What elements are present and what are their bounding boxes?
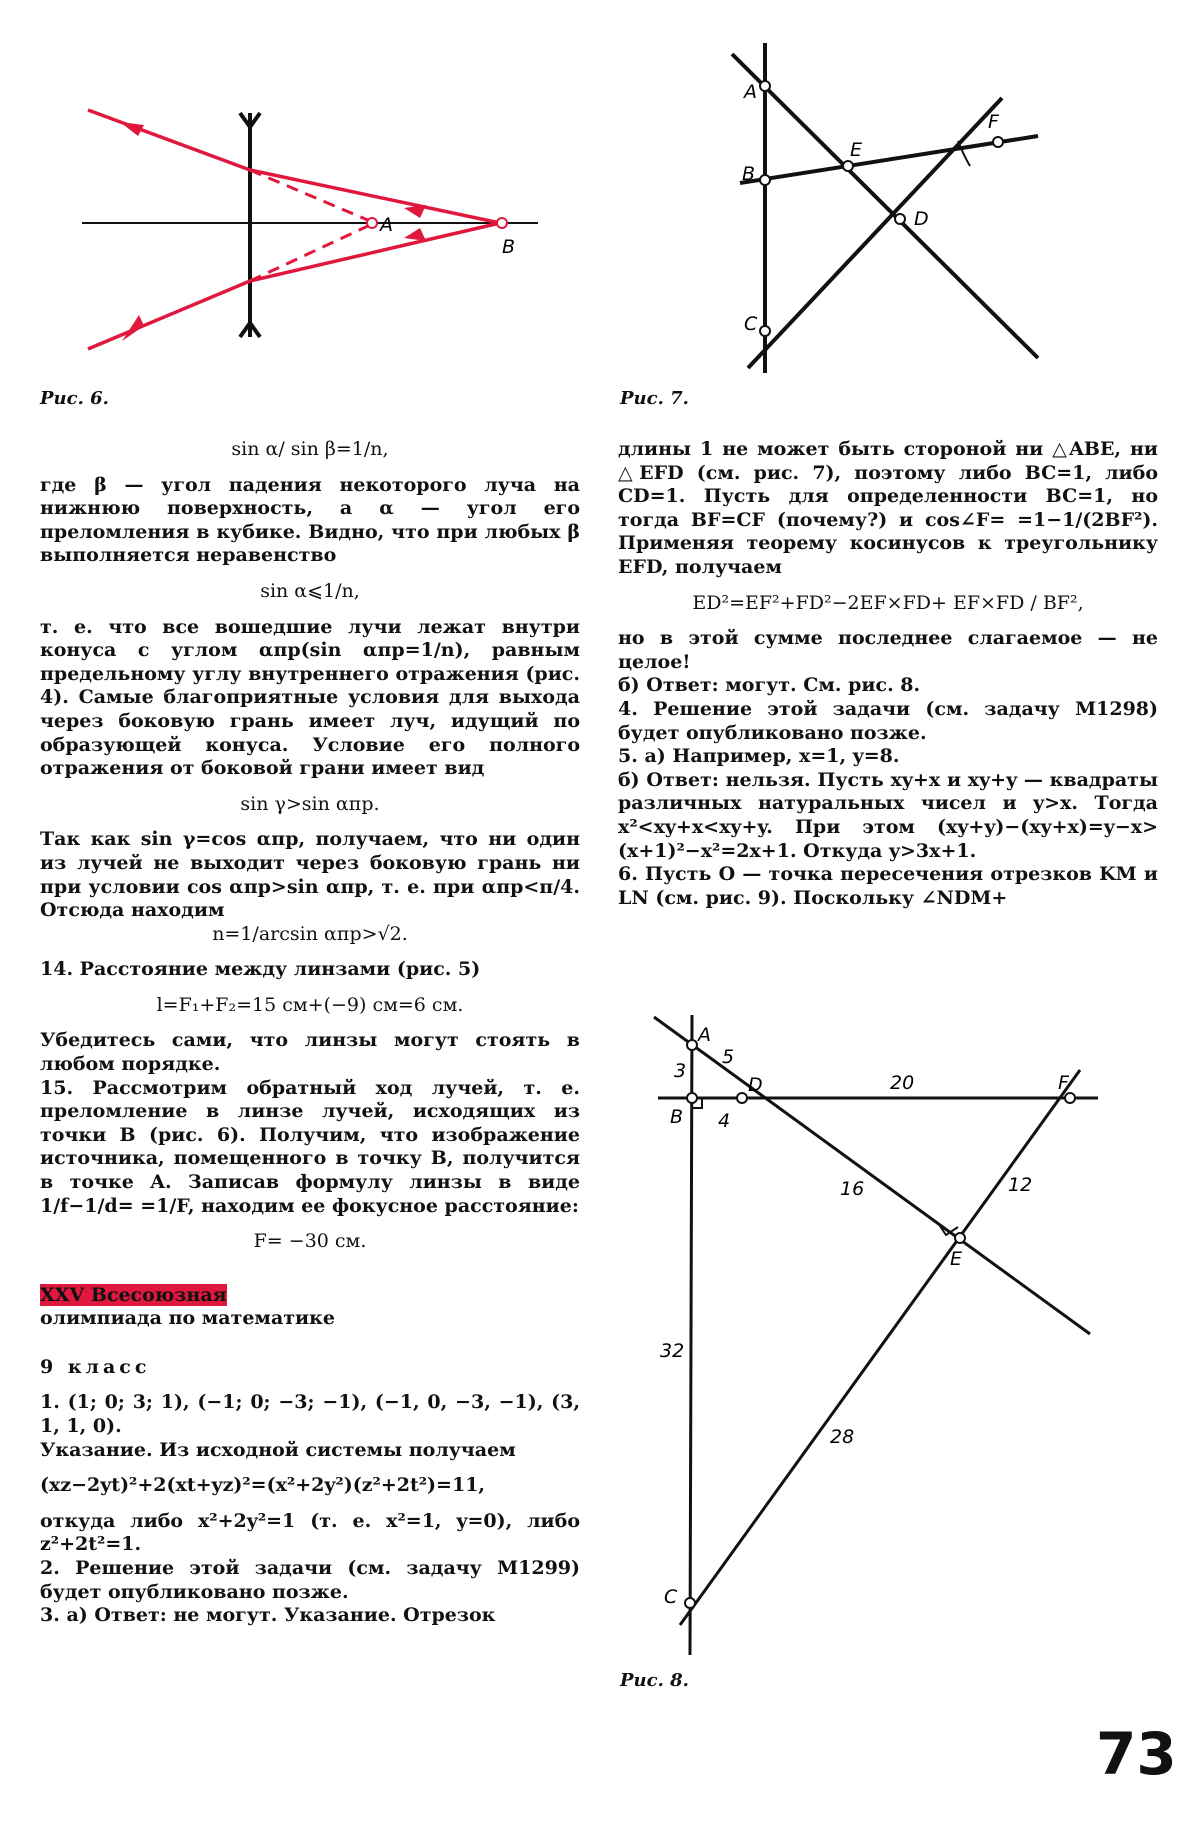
paragraph: т. е. что все вошедшие лучи лежат внутри конуса с углом αпр(sin αпр=1/n), равным предельному углу внутреннего отражения (рис. 4). Самые благоприятные условия для выхода через боковую грань имеет луч, идущий по образующей конуса. Условие его полного отражения от боковой грани имеет вид (40, 615, 580, 780)
figure-7-diagram (720, 38, 1050, 393)
rays (88, 110, 500, 349)
right-angle-marks (692, 1098, 958, 1235)
problem-1-conclusion: откуда либо x²+2y²=1 (т. е. x²=1, y=0), либо z²+2t²=1. (40, 1509, 580, 1556)
label-a: A (380, 214, 393, 236)
length-ad: 5 (722, 1046, 735, 1068)
points (685, 1040, 1075, 1608)
length-de: 16 (840, 1178, 865, 1200)
problem-5b: б) Ответ: нельзя. Пусть xy+x и xy+y — квадраты различных натуральных чисел и y>x. Тогда x²<xy+x<xy+y. При этом (xy+y)−(xy+x)=y−x>(x+1)²−x²=2x+1. Откуда y>3x+1. (618, 768, 1158, 862)
section-heading (40, 1284, 580, 1330)
label-d: D (748, 1074, 763, 1096)
grade-heading: 9 класс (40, 1355, 151, 1378)
label-f: F (1058, 1072, 1069, 1094)
point-b (497, 218, 507, 228)
label-b: B (742, 163, 756, 185)
right-column (618, 438, 1158, 910)
label-c: C (744, 313, 758, 335)
diverging-lens (240, 113, 260, 337)
label-a: A (744, 81, 757, 103)
heading-line-1: XXV Всесоюзная (40, 1283, 227, 1306)
figure-6-lens-diagram (60, 95, 550, 370)
length-bc: 32 (660, 1340, 685, 1362)
formula-system: (xz−2yt)²+2(xt+yz)²=(x²+2y²)(z²+2t²)=11, (40, 1474, 486, 1497)
length-ef: 12 (1008, 1174, 1033, 1196)
length-df: 20 (890, 1072, 915, 1094)
problem-1-hint: Указание. Из исходной системы получаем (40, 1438, 516, 1461)
label-e: E (850, 139, 863, 161)
label-d: D (914, 208, 929, 230)
problem-15: 15. Рассмотрим обратный ход лучей, т. е. преломление в линзе лучей, исходящих из точки B (рис. 6). Получим, что изображение источника, помещенного в точку B, получится в точке A. Записав формулу линзы в виде 1/f−1/d= =1/F, находим ее фокусное расстояние: (40, 1076, 580, 1217)
label-f: F (988, 111, 999, 133)
label-e: E (950, 1248, 963, 1270)
problem-5a: 5. а) Например, x=1, y=8. (618, 745, 900, 768)
page-number: 73 (1096, 1720, 1177, 1788)
formula-l: l=F₁+F₂=15 см+(−9) см=6 см. (156, 993, 464, 1016)
problem-4: 4. Решение этой задачи (см. задачу М1298) будет опубликовано позже. (618, 697, 1158, 744)
point-a (367, 218, 377, 228)
label-a: A (698, 1024, 711, 1046)
problem-14: 14. Расстояние между линзами (рис. 5) (40, 958, 481, 981)
paragraph: Так как sin γ=cos αпр, получаем, что ни один из лучей не выходит через боковую грань ни при условии cos αпр>sin αпр, т. е. при αпр<π/4. Отсюда находим (40, 828, 580, 922)
problem-1: 1. (1; 0; 3; 1), (−1; 0; −3; −1), (−1, 0, −3, −1), (3, 1, 1, 0). (40, 1391, 580, 1437)
problem-3b: б) Ответ: могут. См. рис. 8. (618, 674, 921, 697)
formula-sin-ratio: sin α/ sin β=1/n, (231, 438, 389, 460)
length-ab: 3 (674, 1060, 687, 1082)
paragraph: но в этой сумме последнее слагаемое — не целое! (618, 627, 1158, 673)
formula-cosine-law: ED²=EF²+FD²−2EF×FD+ EF×FD / BF², (692, 591, 1084, 614)
label-b: B (670, 1106, 684, 1128)
lines (732, 43, 1038, 373)
paragraph: где β — угол падения некоторого луча на нижнюю поверхность, а α — угол его преломления в кубике. Видно, что при любых β выполняется неравенство (40, 473, 580, 567)
length-ce: 28 (830, 1426, 855, 1448)
figure-7-caption: Рис. 7. (620, 388, 689, 409)
paragraph: длины 1 не может быть стороной ни △ABE, ни △EFD (см. рис. 7), поэтому либо BC=1, либо CD=1. Пусть для определенности BC=1, но тогда BF=CF (почему?) и cos∠F= =1−1/(2BF²). Применяя теорему косинусов к треугольнику EFD, получаем (618, 438, 1158, 578)
label-c: C (664, 1586, 678, 1608)
left-column (40, 438, 580, 1628)
problem-6: 6. Пусть O — точка пересечения отрезков KM и LN (см. рис. 9). Поскольку ∠NDM+ (618, 863, 1158, 909)
figure-8-diagram (640, 1005, 1110, 1665)
virtual-rays (250, 170, 370, 281)
heading-line-2: олимпиада по математике (40, 1306, 335, 1329)
formula-n: n=1/arcsin αпр>√2. (212, 922, 408, 945)
length-bd: 4 (718, 1110, 731, 1132)
angle-f-arc (958, 141, 970, 166)
formula-gamma: sin γ>sin αпр. (240, 792, 380, 815)
problem-3: 3. а) Ответ: не могут. Указание. Отрезок (40, 1604, 496, 1627)
label-b: B (502, 236, 516, 258)
problem-2: 2. Решение этой задачи (см. задачу М1299) будет опубликовано позже. (40, 1556, 580, 1603)
formula-focal: F= −30 см. (253, 1230, 367, 1253)
figure-6-caption: Рис. 6. (40, 388, 109, 409)
figure-8-caption: Рис. 8. (620, 1670, 689, 1691)
paragraph: Убедитесь сами, что линзы могут стоять в любом порядке. (40, 1029, 580, 1076)
formula-inequality: sin α⩽1/n, (260, 579, 360, 602)
